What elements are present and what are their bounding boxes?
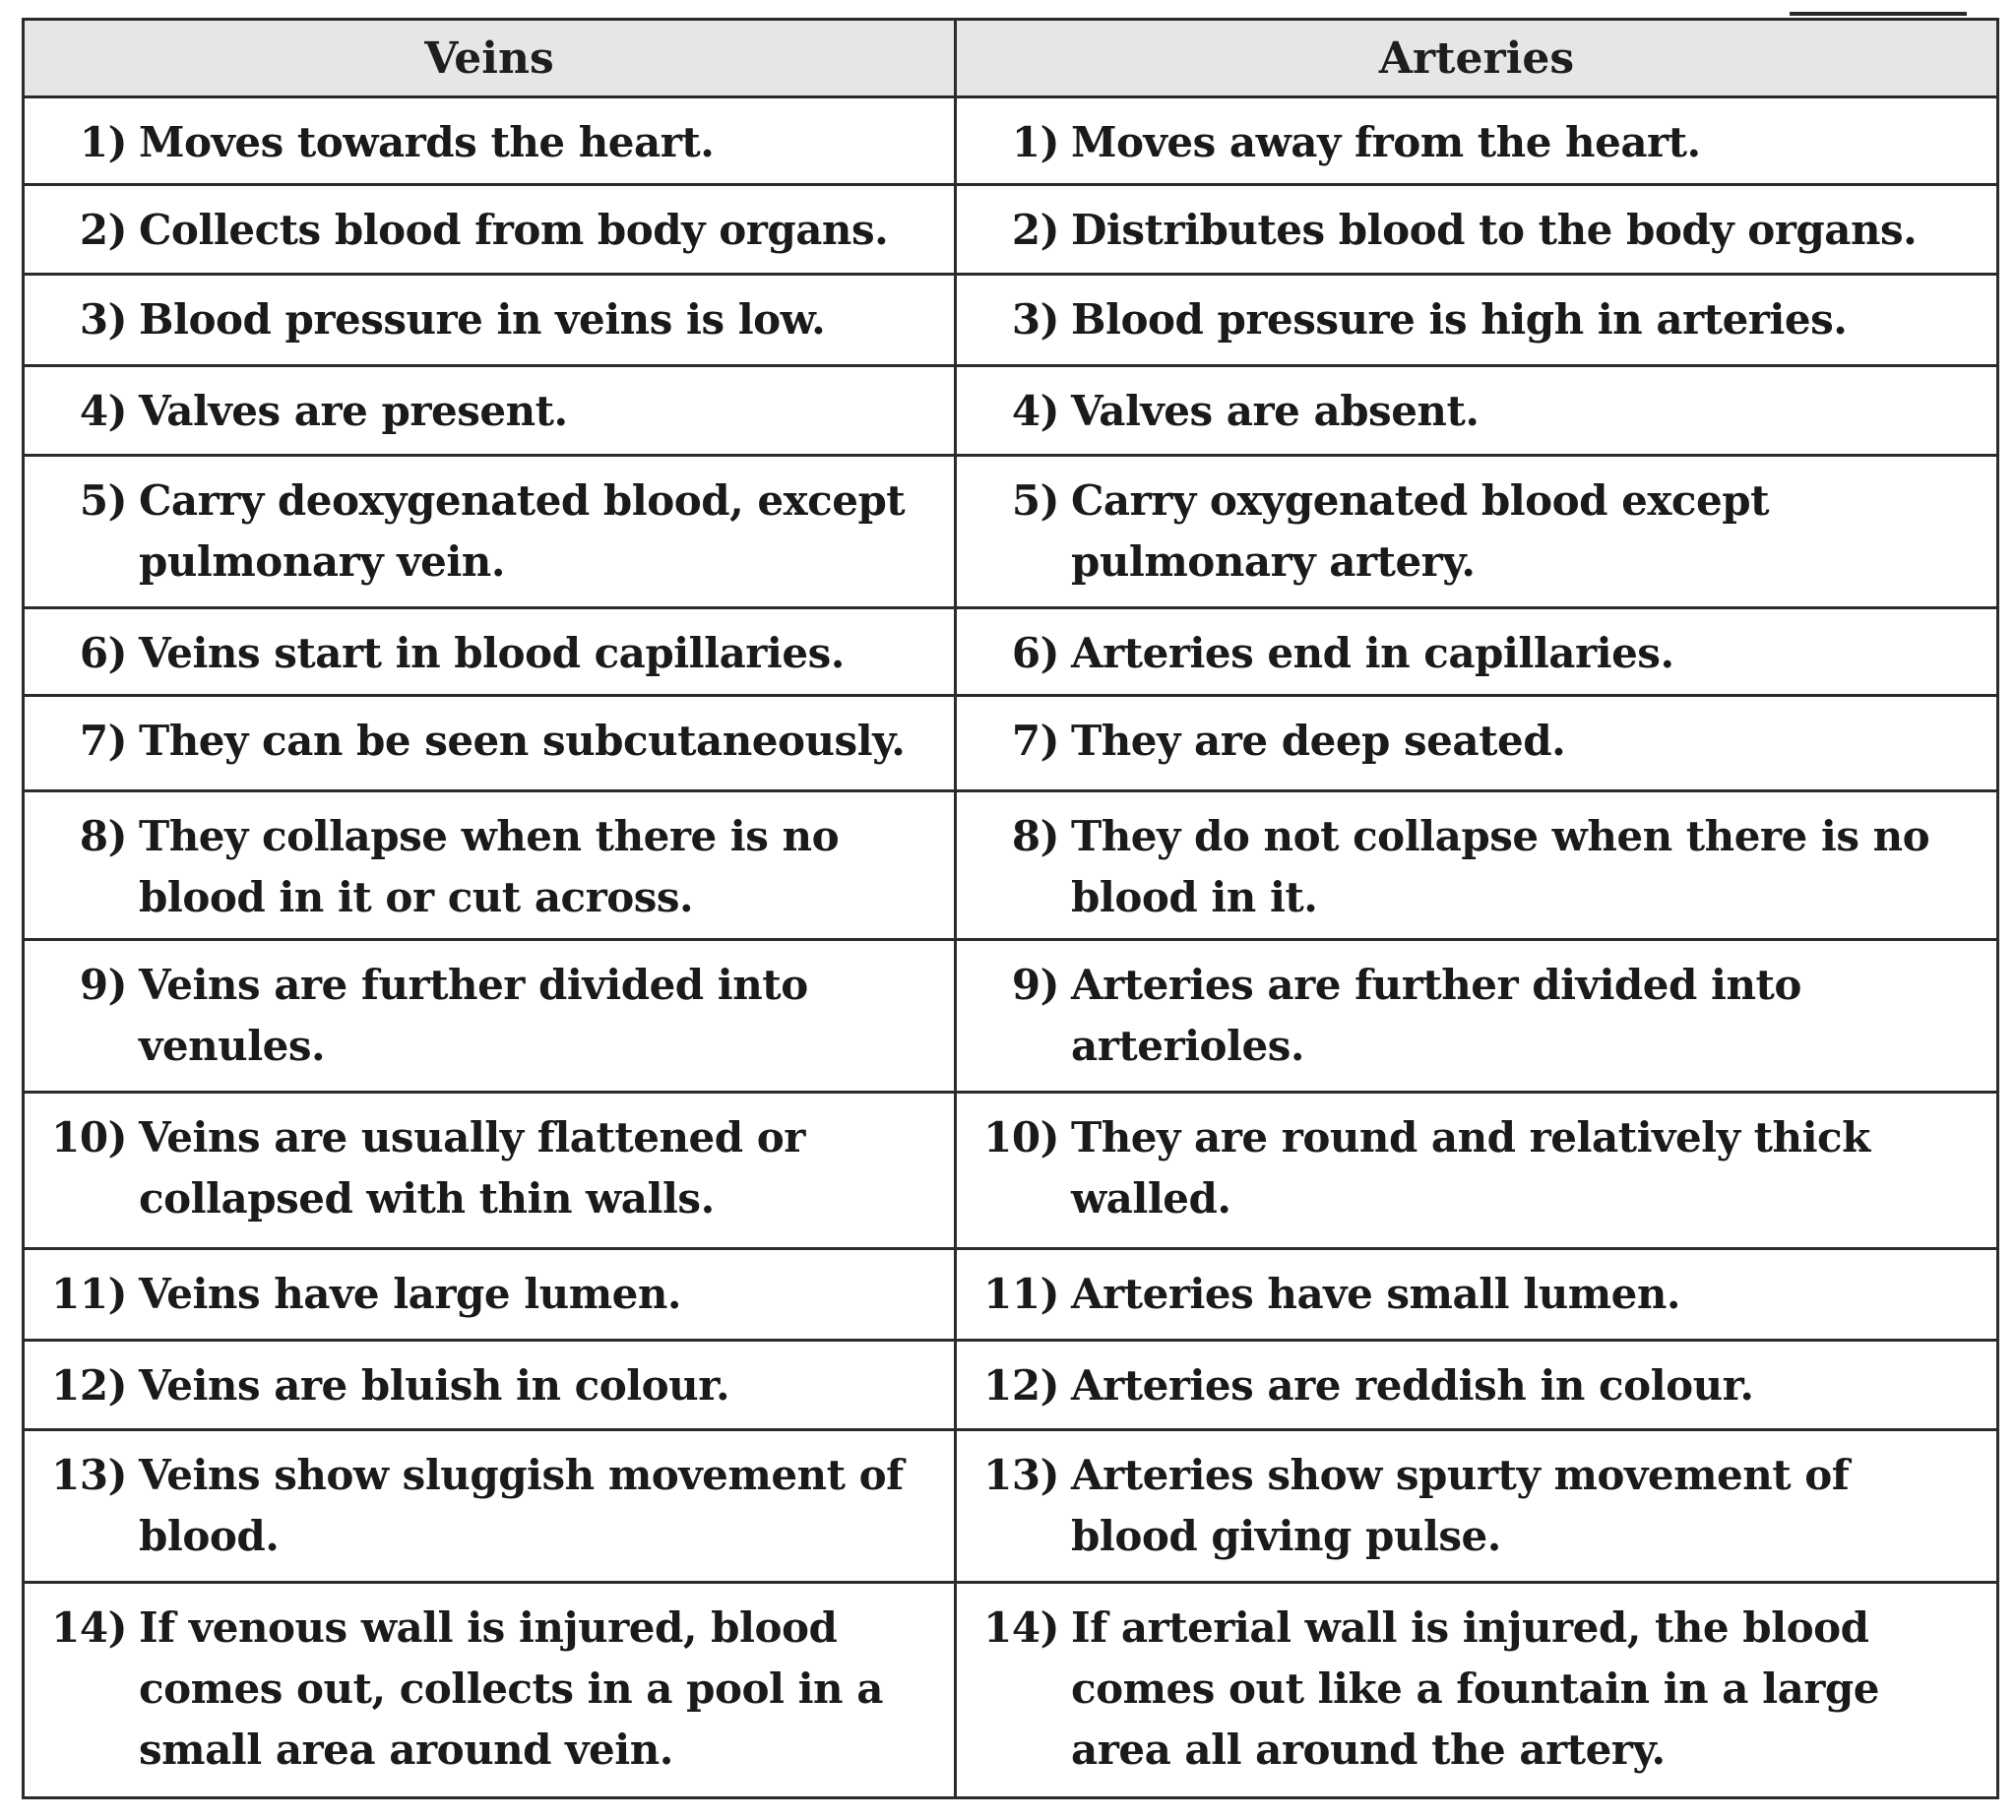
artery-cell (956, 608, 1998, 696)
artery-number: 14) (983, 1603, 1059, 1652)
veins-arteries-table (22, 18, 1999, 1799)
vein-cell (24, 275, 956, 366)
artery-cell (956, 791, 1998, 940)
vein-text: If venous wall is injured, blood comes out, collects in a pool in a small area around vein. (139, 1603, 883, 1774)
artery-number: 6) (1011, 629, 1059, 677)
table-row (24, 1583, 1998, 1798)
vein-text: Veins start in blood capillaries. (139, 629, 845, 677)
vein-number: 3) (79, 295, 127, 344)
vein-number: 14) (51, 1603, 127, 1652)
table-row (24, 608, 1998, 696)
vein-cell (24, 1583, 956, 1798)
artery-text: Arteries end in capillaries. (1071, 629, 1674, 677)
artery-number: 13) (983, 1451, 1059, 1499)
table-row (24, 456, 1998, 608)
vein-number: 6) (79, 629, 127, 677)
artery-text: Arteries have small lumen. (1071, 1270, 1681, 1318)
vein-number: 10) (51, 1113, 127, 1161)
vein-text: Veins are usually flattened or collapsed with thin walls. (139, 1113, 805, 1223)
vein-text: Blood pressure in veins is low. (139, 295, 826, 344)
artery-cell (956, 1430, 1998, 1583)
vein-text: Moves towards the heart. (139, 118, 715, 166)
artery-text: They are round and relatively thick walled. (1071, 1113, 1870, 1223)
header-arteries: Arteries (956, 20, 1998, 97)
artery-number: 4) (1011, 387, 1059, 435)
artery-cell (956, 696, 1998, 791)
artery-cell (956, 97, 1998, 185)
table-row (24, 1430, 1998, 1583)
table-row (24, 366, 1998, 456)
table-row (24, 97, 1998, 185)
table-row (24, 940, 1998, 1093)
artery-number: 11) (983, 1270, 1059, 1318)
vein-text: They collapse when there is no blood in it or cut across. (139, 812, 840, 921)
vein-cell (24, 1430, 956, 1583)
table-row (24, 696, 1998, 791)
artery-number: 3) (1011, 295, 1059, 344)
artery-cell (956, 940, 1998, 1093)
artery-number: 5) (1011, 476, 1059, 525)
artery-number: 1) (1011, 118, 1059, 166)
vein-cell (24, 608, 956, 696)
vein-number: 2) (79, 206, 127, 254)
artery-text: If arterial wall is injured, the blood comes out like a fountain in a large area all around the artery. (1071, 1603, 1879, 1774)
table-row (24, 1341, 1998, 1430)
top-rule-divider (1790, 12, 1967, 16)
artery-text: They do not collapse when there is no blood in it. (1071, 812, 1930, 921)
artery-text: Moves away from the heart. (1071, 118, 1701, 166)
artery-cell (956, 185, 1998, 275)
vein-number: 9) (79, 961, 127, 1009)
vein-cell (24, 1093, 956, 1249)
artery-number: 10) (983, 1113, 1059, 1161)
table-header-row (24, 20, 1998, 97)
table-row (24, 791, 1998, 940)
document-page (22, 12, 1996, 1798)
vein-number: 1) (79, 118, 127, 166)
artery-text: Arteries show spurty movement of blood giving pulse. (1071, 1451, 1850, 1560)
table-row (24, 1249, 1998, 1341)
artery-cell (956, 456, 1998, 608)
artery-text: Arteries are further divided into arterioles. (1071, 961, 1801, 1070)
vein-cell (24, 97, 956, 185)
table-row (24, 275, 1998, 366)
artery-text: Valves are absent. (1071, 387, 1480, 435)
table-row (24, 185, 1998, 275)
artery-text: Distributes blood to the body organs. (1071, 206, 1918, 254)
vein-number: 11) (51, 1270, 127, 1318)
vein-number: 7) (79, 717, 127, 765)
vein-number: 13) (51, 1451, 127, 1499)
vein-text: Carry deoxygenated blood, except pulmonary vein. (139, 476, 906, 586)
vein-cell (24, 791, 956, 940)
vein-cell (24, 185, 956, 275)
artery-number: 9) (1011, 961, 1059, 1009)
artery-cell (956, 1249, 1998, 1341)
artery-number: 7) (1011, 717, 1059, 765)
artery-number: 8) (1011, 812, 1059, 860)
vein-text: Veins are bluish in colour. (139, 1361, 730, 1410)
vein-text: They can be seen subcutaneously. (139, 717, 906, 765)
header-veins: Veins (24, 20, 956, 97)
vein-number: 4) (79, 387, 127, 435)
artery-text: Arteries are reddish in colour. (1071, 1361, 1754, 1410)
vein-cell (24, 456, 956, 608)
table-row (24, 1093, 1998, 1249)
artery-cell (956, 1341, 1998, 1430)
vein-cell (24, 696, 956, 791)
artery-text: Carry oxygenated blood except pulmonary artery. (1071, 476, 1769, 586)
vein-number: 8) (79, 812, 127, 860)
artery-cell (956, 275, 1998, 366)
artery-cell (956, 1583, 1998, 1798)
artery-cell (956, 366, 1998, 456)
vein-cell (24, 1249, 956, 1341)
artery-number: 2) (1011, 206, 1059, 254)
vein-cell (24, 1341, 956, 1430)
artery-text: They are deep seated. (1071, 717, 1566, 765)
vein-cell (24, 940, 956, 1093)
vein-text: Veins have large lumen. (139, 1270, 682, 1318)
artery-number: 12) (983, 1361, 1059, 1410)
artery-text: Blood pressure is high in arteries. (1071, 295, 1848, 344)
vein-cell (24, 366, 956, 456)
vein-text: Veins show sluggish movement of blood. (139, 1451, 904, 1560)
vein-text: Collects blood from body organs. (139, 206, 889, 254)
vein-text: Veins are further divided into venules. (139, 961, 808, 1070)
vein-number: 5) (79, 476, 127, 525)
vein-number: 12) (51, 1361, 127, 1410)
artery-cell (956, 1093, 1998, 1249)
vein-text: Valves are present. (139, 387, 568, 435)
